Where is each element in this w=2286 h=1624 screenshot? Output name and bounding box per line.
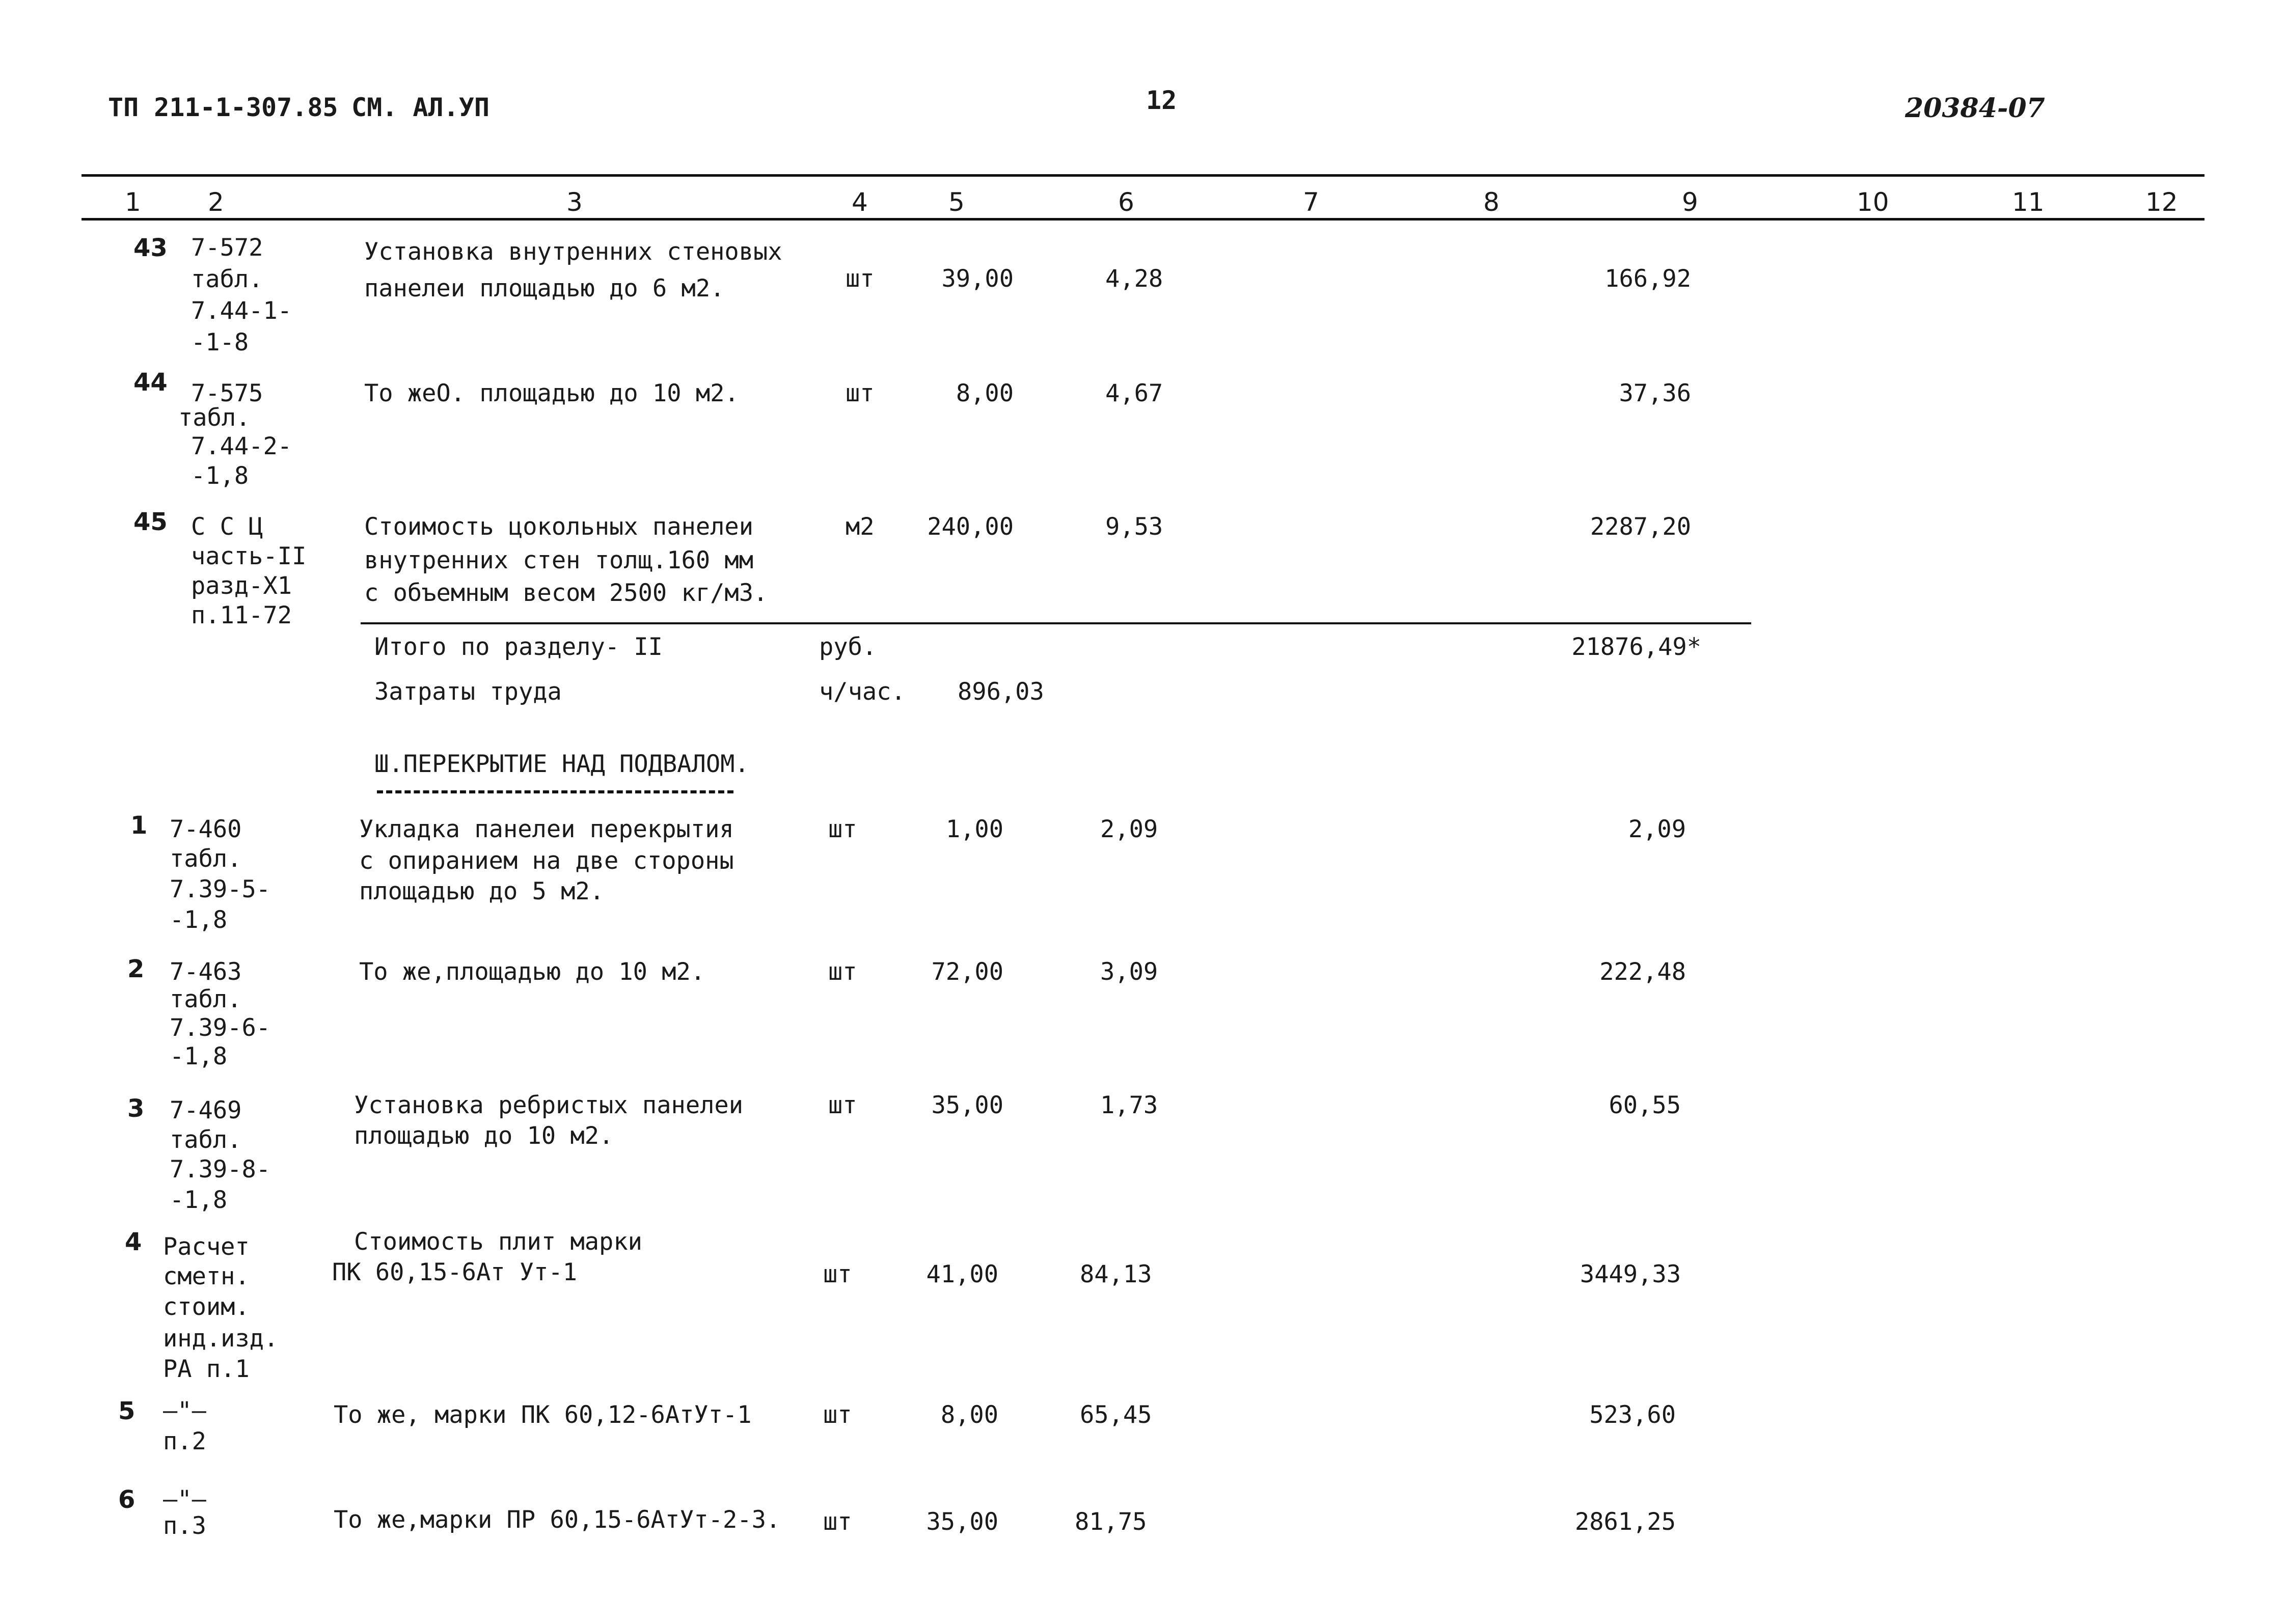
norm-code: часть-II: [191, 542, 307, 570]
work-description: Укладка панелеи перекрытия: [359, 815, 734, 843]
unit-price: 4,28: [1105, 265, 1163, 293]
column-number-3: 3: [566, 187, 583, 217]
row-number: 45: [133, 508, 168, 536]
norm-code: С С Ц: [191, 513, 263, 541]
column-number-6: 6: [1118, 187, 1134, 217]
norm-code: табл.: [170, 845, 242, 873]
column-number-12: 12: [2145, 187, 2178, 217]
column-number-4: 4: [852, 187, 868, 217]
subtotal-total: 21876,49*: [1571, 633, 1701, 661]
row-number: 1: [130, 811, 148, 840]
quantity: 72,00: [931, 958, 1003, 986]
work-description: Установка внутренних стеновых: [364, 238, 782, 266]
work-description: площадью до 5 м2.: [359, 877, 605, 905]
unit-price: 9,53: [1105, 513, 1163, 541]
column-number-5: 5: [948, 187, 965, 217]
labor-label: Затраты труда: [374, 678, 562, 706]
norm-code: 7.44-2-: [191, 432, 292, 460]
norm-code: 7.44-1-: [191, 297, 292, 325]
total-cost: 166,92: [1604, 265, 1691, 293]
norm-code: -1,8: [191, 462, 249, 490]
work-description: ПК 60,15-6Ат Ут-1: [332, 1258, 578, 1286]
work-description: То жеО. площадью до 10 м2.: [364, 379, 739, 407]
row-number: 43: [133, 234, 168, 262]
unit-price: 3,09: [1100, 958, 1158, 986]
norm-code: 7.39-5-: [170, 875, 271, 903]
unit: м2: [846, 513, 875, 541]
unit-price: 84,13: [1080, 1260, 1152, 1288]
unit: шт: [823, 1260, 852, 1288]
subtotal-unit: руб.: [819, 633, 877, 661]
total-cost: 60,55: [1609, 1091, 1681, 1119]
norm-code: табл.: [191, 265, 263, 293]
row-number: 2: [127, 955, 145, 983]
norm-code: 7-469: [170, 1096, 242, 1124]
norm-code: табл.: [178, 404, 251, 432]
subtotal-rule: [361, 622, 1751, 624]
norm-code: Расчет: [163, 1233, 250, 1261]
subtotal-label: Итого по разделу- II: [374, 633, 663, 661]
quantity: 41,00: [926, 1260, 998, 1288]
norm-code: -1,8: [170, 906, 228, 934]
norm-code: —"—: [163, 1397, 206, 1425]
quantity: 1,00: [945, 815, 1003, 843]
column-number-11: 11: [2012, 187, 2045, 217]
unit: шт: [846, 265, 875, 293]
unit: шт: [823, 1401, 852, 1429]
header-bottom-rule: [81, 218, 2205, 221]
norm-code: 7-460: [170, 815, 242, 843]
quantity: 35,00: [926, 1508, 998, 1536]
column-number-2: 2: [208, 187, 224, 217]
quantity: 39,00: [941, 265, 1014, 293]
total-cost: 2,09: [1628, 815, 1686, 843]
norm-code: -1-8: [191, 328, 249, 356]
album-reference: СМ. АЛ.УП: [351, 93, 489, 122]
norm-code: сметн.: [163, 1262, 250, 1290]
unit: шт: [846, 379, 875, 407]
column-number-10: 10: [1857, 187, 1889, 217]
work-description: внутренних стен толщ.160 мм: [364, 546, 754, 574]
norm-code: 7-572: [191, 234, 263, 262]
row-number: 3: [127, 1094, 145, 1123]
unit-price: 81,75: [1075, 1508, 1147, 1536]
document-code: ТП 211-1-307.85: [108, 93, 338, 122]
work-description: Стоимость плит марки: [354, 1228, 642, 1256]
quantity: 35,00: [931, 1091, 1003, 1119]
norm-code: п.3: [163, 1512, 206, 1540]
total-cost: 2287,20: [1590, 513, 1691, 541]
row-number: 5: [118, 1397, 135, 1425]
page-number: 12: [1146, 86, 1177, 115]
unit: шт: [828, 958, 857, 986]
work-description: Стоимость цокольных панелеи: [364, 513, 754, 541]
unit: шт: [828, 1091, 857, 1119]
work-description: панелеи площадью до 6 м2.: [364, 274, 725, 302]
row-number: 6: [118, 1485, 135, 1514]
work-description: То же, марки ПК 60,12-6АтУт-1: [334, 1401, 752, 1429]
section-title: Ш.ПЕРЕКРЫТИЕ НАД ПОДВАЛОМ.: [374, 750, 749, 778]
unit: шт: [828, 815, 857, 843]
norm-code: табл.: [170, 985, 242, 1013]
quantity: 8,00: [956, 379, 1014, 407]
unit-price: 65,45: [1080, 1401, 1152, 1429]
norm-code: инд.изд.: [163, 1325, 279, 1353]
norm-code: 7.39-6-: [170, 1014, 271, 1042]
labor-value: 896,03: [958, 678, 1044, 706]
unit-price: 2,09: [1100, 815, 1158, 843]
norm-code: 7-463: [170, 958, 242, 986]
column-number-9: 9: [1682, 187, 1698, 217]
header-top-rule: [81, 174, 2205, 177]
quantity: 240,00: [927, 513, 1014, 541]
work-description: Установка ребристых панелеи: [354, 1091, 744, 1119]
archive-number: 20384-07: [1905, 93, 2045, 124]
work-description: То же,площадью до 10 м2.: [359, 958, 705, 986]
norm-code: 7-575: [191, 379, 263, 407]
norm-code: стоим.: [163, 1293, 250, 1321]
norm-code: -1,8: [170, 1186, 228, 1214]
total-cost: 3449,33: [1580, 1260, 1681, 1288]
norm-code: -1,8: [170, 1042, 228, 1070]
total-cost: 222,48: [1599, 958, 1686, 986]
work-description: То же,марки ПР 60,15-6АтУт-2-3.: [334, 1506, 781, 1534]
column-number-1: 1: [125, 187, 141, 217]
norm-code: —"—: [163, 1485, 206, 1513]
norm-code: РА п.1: [163, 1355, 250, 1383]
norm-code: табл.: [170, 1126, 242, 1154]
quantity: 8,00: [940, 1401, 998, 1429]
unit: шт: [823, 1508, 852, 1536]
norm-code: разд-Х1: [191, 572, 292, 600]
total-cost: 2861,25: [1574, 1508, 1676, 1536]
unit-price: 1,73: [1100, 1091, 1158, 1119]
work-description: с опиранием на две стороны: [359, 847, 734, 875]
unit-price: 4,67: [1105, 379, 1163, 407]
total-cost: 523,60: [1589, 1401, 1676, 1429]
norm-code: п.2: [163, 1427, 206, 1455]
work-description: площадью до 10 м2.: [354, 1122, 614, 1150]
labor-unit: ч/час.: [819, 678, 906, 706]
row-number: 4: [125, 1228, 142, 1256]
norm-code: п.11-72: [191, 601, 292, 629]
work-description: с объемным весом 2500 кг/м3.: [364, 579, 768, 607]
section-title-underline: [377, 790, 733, 793]
column-number-7: 7: [1303, 187, 1319, 217]
row-number: 44: [133, 368, 168, 397]
column-number-8: 8: [1483, 187, 1500, 217]
total-cost: 37,36: [1619, 379, 1691, 407]
norm-code: 7.39-8-: [170, 1155, 271, 1183]
